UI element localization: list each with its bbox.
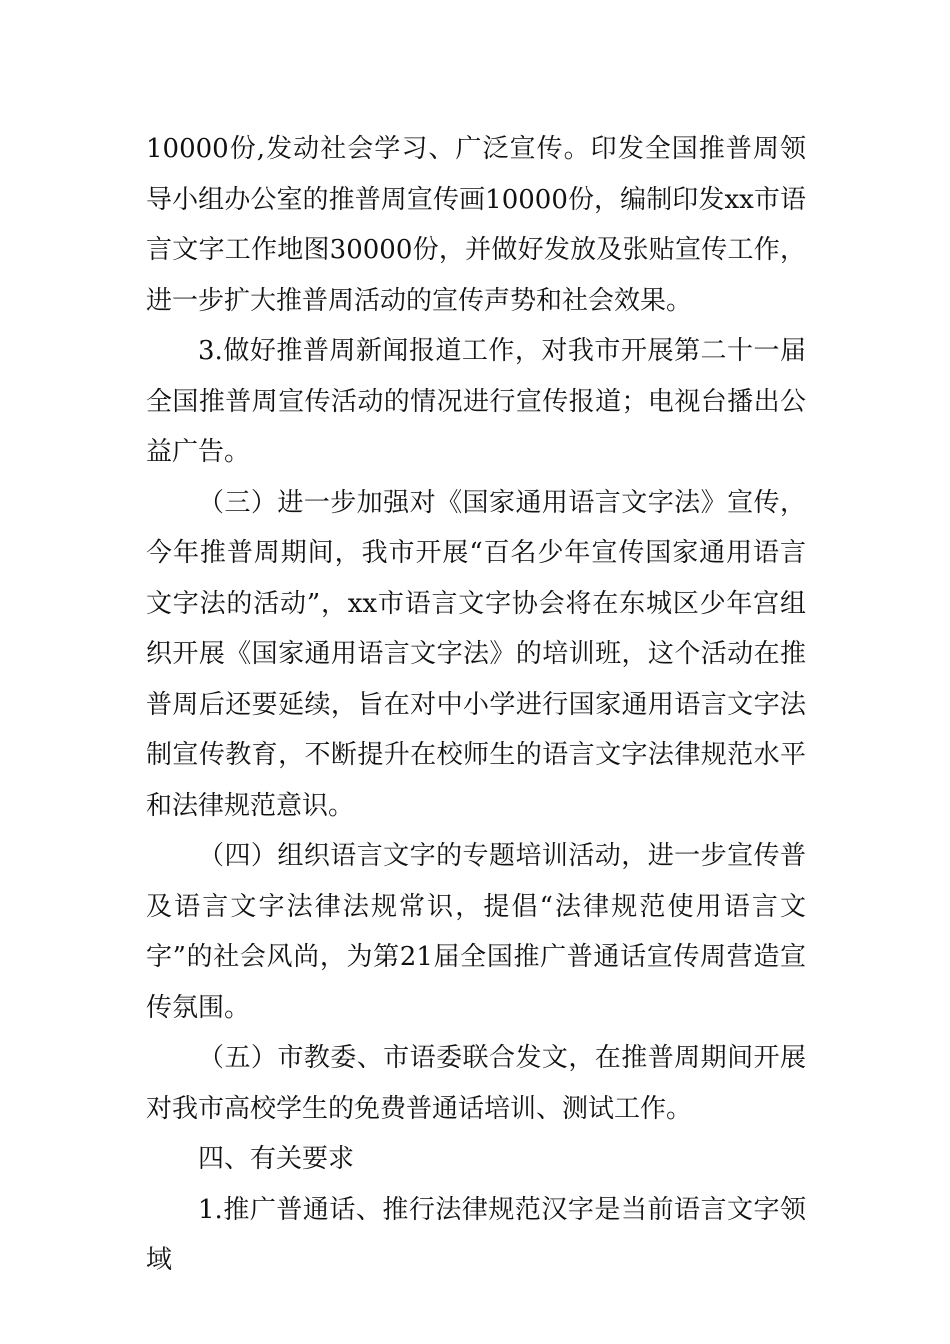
paragraph-requirement-1: 1.推广普通话、推行法律规范汉字是当前语言文字领域	[146, 1194, 806, 1275]
section-heading-requirements: 四、有关要求	[198, 1144, 355, 1174]
paragraph-section-5: （五）市教委、市语委联合发文，在推普周期间开展对我市高校学生的免费普通话培训、测试工作。	[146, 1043, 806, 1124]
paragraph-continued: 10000份,发动社会学习、广泛宣传。印发全国推普周领导小组办公室的推普周宣传画10000份，编制印发xx市语言文字工作地图30000份，并做好发放及张贴宣传工作，进一步扩大推普周活动的宣传声势和社会效果。	[146, 134, 806, 316]
paragraph-section-4: （四）组织语言文字的专题培训活动，进一步宣传普及语言文字法律法规常识，提倡“法律规范使用语言文字”的社会风尚，为第21届全国推广普通话宣传周营造宣传氛围。	[146, 841, 806, 1023]
paragraph-item-3: 3.做好推普周新闻报道工作，对我市开展第二十一届全国推普周宣传活动的情况进行宣传报道；电视台播出公益广告。	[146, 336, 806, 467]
document-body	[146, 124, 806, 1286]
paragraph-section-3: （三）进一步加强对《国家通用语言文字法》宣传，今年推普周期间，我市开展“百名少年宣传国家通用语言文字法的活动”，xx市语言文字协会将在东城区少年宫组织开展《国家通用语言文字法》的培训班，这个活动在推普周后还要延续，旨在对中小学进行国家通用语言文字法制宣传教育，不断提升在校师生的语言文字法律规范水平和法律规范意识。	[146, 487, 806, 821]
